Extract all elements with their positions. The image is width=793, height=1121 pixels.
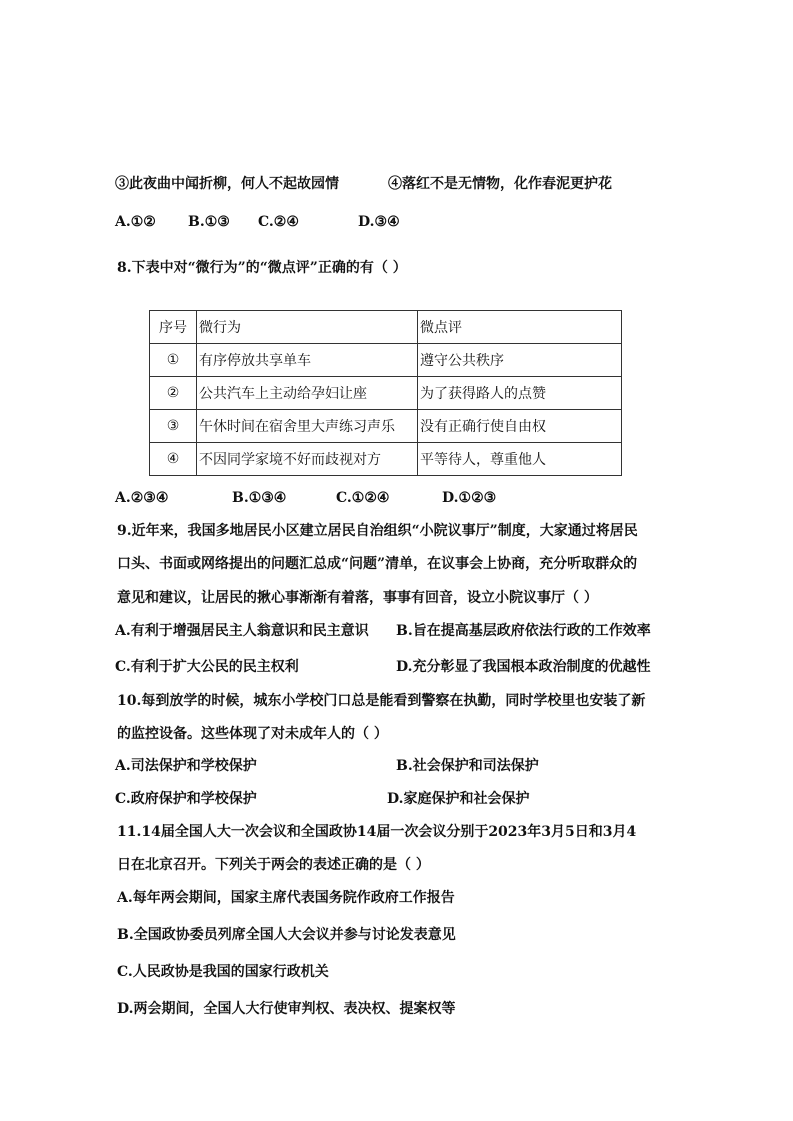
q11-option-d: D.两会期间，全国人大行使审判权、表决权、提案权等	[117, 1001, 456, 1017]
q11-stem-line2: 日在北京召开。下列关于两会的表述正确的是（ ）	[117, 857, 430, 873]
table-header-row	[150, 311, 622, 344]
table-row	[150, 410, 622, 443]
table-row	[150, 344, 622, 377]
table-cell: ①	[150, 344, 197, 377]
table-cell: 没有正确行使自由权	[418, 410, 622, 443]
table-cell: 遵守公共秩序	[418, 344, 622, 377]
table-cell: ③	[150, 410, 197, 443]
table-cell: 平等待人，尊重他人	[418, 443, 622, 476]
table-row	[150, 377, 622, 410]
table-row	[150, 443, 622, 476]
q9-option-b: B.旨在提高基层政府依法行政的工作效率	[396, 623, 651, 639]
q8-stem: 8.下表中对“微行为”的“微点评”正确的有（ ）	[117, 260, 407, 276]
q9-option-a: A.有利于增强居民主人翁意识和民主意识	[115, 623, 369, 639]
q8-choice-b: B.①③④	[232, 490, 287, 506]
q9-stem-line2: 口头、书面或网络提出的问题汇总成“问题”清单，在议事会上协商，充分听取群众的	[117, 556, 638, 572]
q8-choice-d: D.①②③	[442, 490, 497, 506]
q10-option-c: C.政府保护和学校保护	[115, 791, 257, 807]
behavior-table	[149, 310, 622, 476]
q8-choice-a: A.②③④	[115, 490, 169, 506]
q10-stem-line1: 10.每到放学的时候，城东小学校门口总是能看到警察在执勤，同时学校里也安装了新	[117, 693, 646, 709]
q7-choice-b: B.①③	[188, 214, 230, 230]
q7-choice-c: C.②④	[258, 214, 299, 230]
q10-option-d: D.家庭保护和社会保护	[387, 791, 530, 807]
q9-option-c: C.有利于扩大公民的民主权利	[115, 659, 299, 675]
table-cell: 不因同学家境不好而歧视对方	[197, 443, 418, 476]
q7-choice-a: A.①②	[115, 214, 156, 230]
table-cell: 有序停放共享单车	[197, 344, 418, 377]
table-header-cell: 序号	[150, 311, 197, 344]
q8-choice-c: C.①②④	[336, 490, 390, 506]
q10-option-b: B.社会保护和司法保护	[396, 758, 539, 774]
q7-option-3: ③此夜曲中闻折柳，何人不起故园情	[115, 176, 339, 192]
table-header-cell: 微点评	[418, 311, 622, 344]
table-cell: ②	[150, 377, 197, 410]
table-header-cell: 微行为	[197, 311, 418, 344]
q7-option-4: ④落红不是无情物，化作春泥更护花	[388, 176, 612, 192]
table-cell: ④	[150, 443, 197, 476]
q9-stem-line1: 9.近年来，我国多地居民小区建立居民自治组织“小院议事厅”制度，大家通过将居民	[117, 523, 638, 539]
q10-stem-line2: 的监控设备。这些体现了对未成年人的（ ）	[117, 726, 388, 742]
q9-option-d: D.充分彰显了我国根本政治制度的优越性	[396, 659, 651, 675]
table-cell: 公共汽车上主动给孕妇让座	[197, 377, 418, 410]
table-cell: 午休时间在宿舍里大声练习声乐	[197, 410, 418, 443]
table-cell: 为了获得路人的点赞	[418, 377, 622, 410]
q10-option-a: A.司法保护和学校保护	[115, 758, 257, 774]
q7-choice-d: D.③④	[358, 214, 400, 230]
q11-option-a: A.每年两会期间，国家主席代表国务院作政府工作报告	[117, 890, 455, 906]
q11-option-c: C.人民政协是我国的国家行政机关	[117, 964, 329, 980]
q11-option-b: B.全国政协委员列席全国人大会议并参与讨论发表意见	[117, 927, 456, 943]
q9-stem-line3: 意见和建议，让居民的揪心事渐渐有着落，事事有回音，设立小院议事厅（ ）	[117, 590, 598, 606]
q11-stem-line1: 11.14届全国人大一次会议和全国政协14届一次会议分别于2023年3月5日和3月4	[117, 824, 637, 840]
